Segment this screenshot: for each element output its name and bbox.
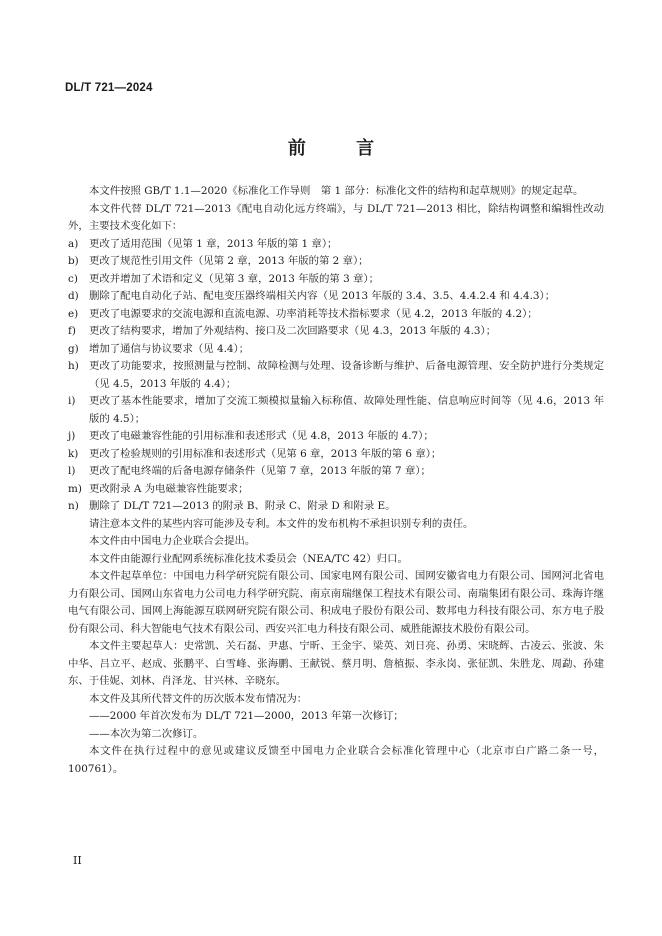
list-text: 更改了基本性能要求，增加了交流工频模拟量输入标称值、故障处理性能、信息响应时间等（见 4.6，2013 年版的 4.5）； xyxy=(89,395,604,425)
list-text: 更改了电源要求的交流电源和直流电源、功率消耗等技术指标要求（见 4.2，2013 年版的 4.2）； xyxy=(89,307,538,320)
intro-paragraph-1: 本文件按照 GB/T 1.1—2020《标准化工作导则 第 1 部分：标准化文件的结构和起草规则》的规定起草。 xyxy=(89,185,584,197)
list-item xyxy=(68,481,604,499)
list-item xyxy=(68,393,604,428)
list-item xyxy=(68,428,604,446)
list-item xyxy=(68,288,604,306)
intro-paragraph-2: 本文件代替 DL/T 721—2013《配电自动化远方终端》，与 DL/T 721—2013 相比，除结构调整和编辑性改动外，主要技术变化如下： xyxy=(68,202,604,232)
list-text: 更改了适用范围（见第 1 章，2013 年版的第 1 章）； xyxy=(89,237,338,250)
list-text: 增加了通信与协议要求（见 4.4）； xyxy=(89,342,250,355)
list-marker: b) xyxy=(68,255,79,267)
list-text: 更改了检验规则的引用标准和表述形式（见第 6 章，2013 年版的第 6 章）； xyxy=(89,447,442,460)
proposer-statement: 本文件由中国电力企业联合会提出。 xyxy=(89,535,256,547)
drafters: 本文件主要起草人：史常凯、关石磊、尹惠、宁昕、王金宇、梁英、刘日亮、孙勇、宋晓辉、古凌云、张波、朱中华、吕立平、赵成、张鹏平、白雪峰、张海鹏、王献锐、蔡月明、詹植振、李永岗、张征凯、朱胜龙、周勐、孙建东、于佳妮、刘林、肖泽龙、甘兴林、辛晓东。 xyxy=(68,640,604,687)
list-item xyxy=(68,446,604,464)
feedback-statement: 本文件在执行过程中的意见或建议反馈至中国电力企业联合会标准化管理中心（北京市白广路二条一号，100761）。 xyxy=(68,745,604,775)
changes-list xyxy=(68,236,604,516)
list-marker: f) xyxy=(68,325,76,337)
list-marker: e) xyxy=(68,307,79,320)
list-text: 更改了电磁兼容性能的引用标准和表述形式（见 4.8，2013 年版的 4.7）； xyxy=(89,430,434,442)
committee-statement: 本文件由能源行业配网系统标准化技术委员会（NEA/TC 42）归口。 xyxy=(89,552,408,565)
list-item xyxy=(68,498,604,516)
list-marker: h) xyxy=(68,360,79,372)
list-marker: l) xyxy=(68,465,76,477)
list-item xyxy=(68,323,604,341)
foreword-body xyxy=(68,183,604,778)
list-marker: j) xyxy=(68,430,76,442)
list-marker: n) xyxy=(68,500,79,512)
list-marker: g) xyxy=(68,342,79,355)
list-text: 更改了结构要求，增加了外观结构、接口及二次回路要求（见 4.3，2013 年版的 4.3）； xyxy=(89,325,497,337)
list-marker: a) xyxy=(68,237,79,250)
list-item xyxy=(68,341,604,359)
list-marker: c) xyxy=(68,272,78,285)
list-item xyxy=(68,358,604,393)
list-text: 更改并增加了术语和定义（见第 3 章，2013 年版的第 3 章）； xyxy=(89,272,379,285)
history-intro: 本文件及其所代替文件的历次版本发布情况为： xyxy=(89,692,308,705)
page-number: II xyxy=(73,854,82,867)
patent-notice: 请注意本文件的某些内容可能涉及专利。本文件的发布机构不承担识别专利的责任。 xyxy=(89,517,474,530)
list-marker: m) xyxy=(68,482,82,495)
list-item xyxy=(68,236,604,254)
list-item xyxy=(68,253,604,271)
list-text: 更改了配电终端的后备电源存储条件（见第 7 章，2013 年版的第 7 章）； xyxy=(89,465,431,477)
document-code: DL/T 721—2024 xyxy=(65,82,153,94)
page-title: 前 言 xyxy=(287,138,397,159)
history-item: ——2000 年首次发布为 DL/T 721—2000，2013 年第一次修订； xyxy=(89,710,404,722)
list-text: 更改了功能要求，按照测量与控制、故障检测与处理、设备诊断与维护、后备电源管理、安全防护进行分类规定（见 4.5，2013 年版的 4.4）； xyxy=(89,360,604,390)
list-item xyxy=(68,306,604,324)
list-text: 更改了规范性引用文件（见第 2 章，2013 年版的第 2 章）； xyxy=(89,255,369,267)
drafting-units: 本文件起草单位：中国电力科学研究院有限公司、国家电网有限公司、国网安徽省电力有限公司、国网河北省电力有限公司、国网山东省电力公司电力科学研究院、南京南瑞继保工程技术有限公司、南瑞集团有限公司、珠海许继电气有限公司、国网上海能源互联网研究院有限公司、积成电子股份有限公司、数邦电力科技有限公司、东方电子股份有限公司、科大智能电气技术有限公司、西安兴汇电力科技有限公司、威胜能源技术股份有限公司。 xyxy=(68,570,604,635)
list-marker: d) xyxy=(68,290,79,302)
list-marker: i) xyxy=(68,395,76,407)
list-item xyxy=(68,463,604,481)
list-item xyxy=(68,271,604,289)
list-text: 删除了 DL/T 721—2013 的附录 B、附录 C、附录 D 和附录 E。 xyxy=(89,500,396,512)
list-text: 更改附录 A 为电磁兼容性能要求； xyxy=(89,482,249,495)
list-marker: k) xyxy=(68,447,79,460)
list-text: 删除了配电自动化子站、配电变压器终端相关内容（见 2013 年版的 3.4、3.5、4.4.2.4 和 4.4.3）； xyxy=(89,290,556,302)
history-item: ——本次为第二次修订。 xyxy=(89,727,204,740)
